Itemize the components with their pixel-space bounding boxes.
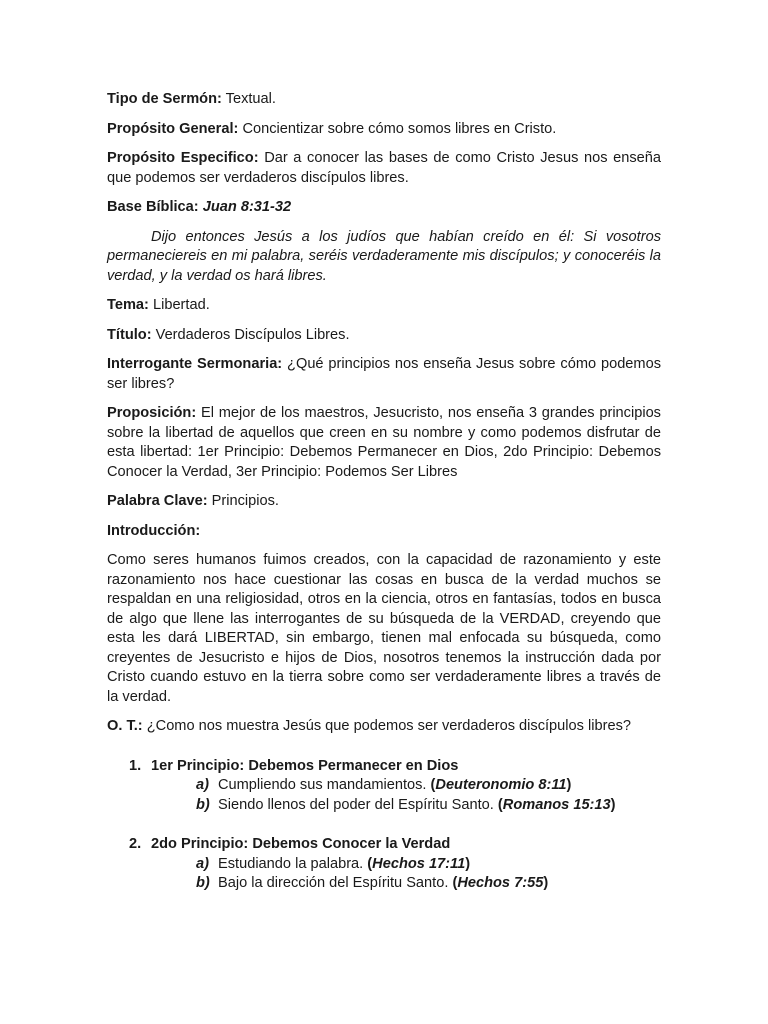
sub-text: Bajo la dirección del Espíritu Santo. — [218, 875, 453, 891]
sub-point — [107, 796, 661, 816]
field-value: Principios. — [211, 493, 279, 509]
list-number: 1. — [129, 757, 142, 774]
principles-list — [107, 757, 661, 894]
bible-reference: Hechos 17:11 — [372, 855, 466, 872]
sub-point — [107, 776, 661, 796]
bible-reference: Romanos 15:13 — [502, 796, 611, 813]
field-tema — [107, 296, 661, 316]
sub-text: Estudiando la palabra. — [218, 855, 368, 872]
field-label: Título: — [107, 326, 152, 343]
field-value: Concientizar sobre cómo somos libres en Cristo. — [242, 120, 557, 137]
paren-close: ) — [465, 855, 471, 872]
field-label: Interrogante Sermonaria: — [107, 356, 283, 372]
sub-letter: a) — [196, 777, 209, 793]
paren-close: ) — [543, 875, 549, 891]
section-heading-introduccion: Introducción: — [107, 522, 201, 539]
sub-text: Siendo llenos del poder del Espíritu Santo. — [218, 796, 498, 813]
field-label: O. T.: — [107, 718, 143, 734]
paren-open: ( — [452, 875, 458, 891]
sub-letter: a) — [196, 855, 209, 872]
sub-text: Cumpliendo sus mandamientos. — [218, 777, 431, 793]
field-label: Tipo de Sermón: — [107, 91, 222, 107]
field-label: Palabra Clave: — [107, 493, 208, 509]
field-label: Proposición: — [107, 405, 197, 421]
principle-title: 1er Principio: Debemos Permanecer en Dios — [151, 757, 459, 774]
field-ot — [107, 717, 661, 737]
paren-open: ( — [430, 777, 436, 793]
principle-heading — [107, 757, 661, 777]
list-number: 2. — [129, 836, 142, 852]
field-value: El mejor de los maestros, Jesucristo, nos enseña 3 grandes principios sobre la libertad de aquellos que creen en su nombre y como podemos disfrutar de esta libertad: 1er Principio: Debemos Permanecer en Dios, 2do Principio: Debemos Conocer la Verdad, 3er Principio: Podemos Ser Libres — [107, 405, 661, 480]
paren-close: ) — [610, 796, 616, 813]
field-value: Verdaderos Discípulos Libres. — [155, 326, 350, 343]
field-label: Propósito Especifico: — [107, 150, 259, 166]
field-base-biblica — [107, 198, 661, 218]
field-palabra-clave — [107, 492, 661, 512]
field-value: Textual. — [225, 91, 276, 107]
sub-point — [107, 855, 661, 875]
bible-reference: Deuteronomio 8:11 — [435, 777, 567, 793]
field-titulo — [107, 326, 661, 346]
field-label: Propósito General: — [107, 120, 239, 137]
introduccion-body: Como seres humanos fuimos creados, con la capacidad de razonamiento y este razonamiento nos hace cuestionar las cosas en busca de la verdad muchos se respaldan en una religiosidad, otros en la ciencia, otros en fantasías, todos en busca de algo que llene las interrogantes de su búsqueda de la VERDAD, creyendo que esta les dará LIBERTAD, sin embargo, tienen mal enfocada su búsqueda, como creyentes de Jesucristo e hijos de Dios, nosotros tenemos la instrucción dada por Cristo cuando estuvo en la tierra sobre como ser verdaderamente libres a través de la verdad. — [107, 552, 661, 705]
principle-item — [107, 757, 661, 816]
field-value: Juan 8:31-32 — [202, 199, 292, 215]
field-value: Dar a conocer las bases de como Cristo Jesus nos enseña que podemos ser verdaderos discípulos libres. — [107, 150, 661, 186]
paren-open: ( — [367, 855, 373, 872]
paren-close: ) — [566, 777, 572, 793]
field-label: Tema: — [107, 297, 149, 313]
field-value: ¿Qué principios nos enseña Jesus sobre cómo podemos ser libres? — [107, 356, 661, 392]
paren-open: ( — [497, 796, 503, 813]
principle-item — [107, 835, 661, 894]
sub-point — [107, 874, 661, 894]
field-value: ¿Como nos muestra Jesús que podemos ser verdaderos discípulos libres? — [146, 718, 631, 734]
sub-letter: b) — [196, 875, 210, 891]
field-interrogante — [107, 355, 661, 394]
field-tipo — [107, 90, 661, 110]
principle-heading — [107, 835, 661, 855]
field-proposito-general — [107, 120, 661, 140]
field-proposicion — [107, 404, 661, 482]
scripture-quote: Dijo entonces Jesús a los judíos que habían creído en él: Si vosotros permaneciereis en mi palabra, seréis verdaderamente mis discípulos; y conoceréis la verdad, y la verdad os hará libres. — [107, 228, 661, 284]
sub-letter: b) — [196, 796, 210, 813]
bible-reference: Hechos 7:55 — [457, 875, 544, 891]
field-value: Libertad. — [152, 297, 210, 313]
principle-title: 2do Principio: Debemos Conocer la Verdad — [151, 836, 451, 852]
field-label: Base Bíblica: — [107, 199, 199, 215]
sermon-outline — [107, 90, 661, 914]
field-proposito-especifico — [107, 149, 661, 188]
